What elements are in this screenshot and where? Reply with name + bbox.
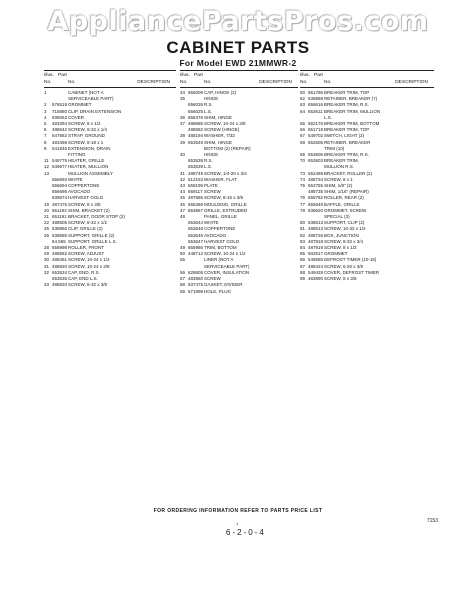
part-number: 655949 bbox=[308, 201, 324, 207]
part-description: FITTING bbox=[68, 152, 86, 158]
part-description: COVER, DEFROST TIMER bbox=[324, 269, 380, 275]
part-description: SUPPORT, CLIP (2) bbox=[324, 220, 365, 226]
header-no: No. bbox=[300, 80, 308, 85]
parts-column-1 bbox=[44, 70, 176, 289]
illus-number: 21 bbox=[44, 214, 50, 220]
part-row bbox=[44, 282, 176, 288]
part-description: SHIM, BRACKET (2) bbox=[68, 207, 110, 213]
part-number: 448712 bbox=[188, 251, 204, 257]
illus-number: 67 bbox=[300, 133, 306, 139]
part-number: 488513 bbox=[308, 226, 324, 232]
document-code: 7153 bbox=[426, 518, 438, 524]
part-number: 483394 bbox=[52, 121, 68, 127]
part-number: 652499 bbox=[308, 170, 324, 176]
part-number: 656693 bbox=[52, 176, 68, 182]
part-description: STRAP, GROUND bbox=[68, 133, 105, 139]
illus-number: 7 bbox=[44, 133, 47, 139]
part-number: 538865 bbox=[52, 226, 68, 232]
part-description: GROMMET bbox=[324, 251, 348, 257]
part-description: BREAKER TRIM, TOP bbox=[324, 90, 370, 95]
illus-number: 37 bbox=[180, 121, 186, 127]
illus-number: 62 bbox=[300, 96, 306, 102]
part-description: CAP, HINGE (2) bbox=[204, 90, 237, 95]
illus-number: 22 bbox=[44, 220, 50, 226]
part-row bbox=[180, 289, 298, 295]
part-description: SCREW, 8 x 1 bbox=[324, 176, 353, 182]
illus-number: 78 bbox=[300, 207, 306, 213]
header-part: Part bbox=[58, 73, 67, 78]
illus-number: 49 bbox=[180, 245, 186, 251]
illus-number: 66 bbox=[300, 127, 306, 133]
part-description: SCREW, 8-15 x 3/8 bbox=[204, 195, 244, 201]
header-description: DESCRIPTION bbox=[259, 80, 292, 85]
part-description: PANEL, GRILLE bbox=[204, 214, 237, 220]
illus-number: 29 bbox=[44, 251, 50, 257]
part-description: COVER, INSULATION bbox=[204, 269, 250, 275]
part-number: 512153 bbox=[188, 176, 204, 182]
part-description: EXTENSION, DRAIN bbox=[68, 145, 111, 151]
part-row bbox=[300, 276, 434, 282]
header-no: No. bbox=[44, 80, 52, 85]
part-description: SCREW, 8-32 x 1/2 bbox=[68, 220, 108, 226]
part-description: WASHER, FLAT bbox=[204, 176, 237, 182]
part-description: HEATER, GRILLE bbox=[68, 158, 105, 164]
part-number: 656376 bbox=[188, 114, 204, 120]
illus-number: 88 bbox=[300, 269, 306, 275]
illus-number: 81 bbox=[300, 226, 306, 232]
illus-number: 33 bbox=[44, 282, 50, 288]
illus-number: 12 bbox=[44, 164, 50, 170]
part-description: WHITE bbox=[68, 176, 83, 182]
part-description: SCREW (HINGE) bbox=[204, 127, 240, 133]
header-illus: Illus. bbox=[44, 73, 54, 78]
illus-number: 86 bbox=[300, 257, 306, 263]
illus-number: 25 bbox=[44, 226, 50, 232]
page-title: CABINET PARTS bbox=[166, 38, 310, 57]
illus-number: 55 bbox=[180, 257, 186, 263]
part-description: HARVEST GOLD bbox=[204, 238, 240, 244]
header-illus: Illus. bbox=[180, 73, 190, 78]
part-description: HOLE, PLUG bbox=[204, 288, 232, 294]
part-description: R.S. bbox=[204, 102, 213, 108]
part-number: 549775 bbox=[52, 158, 68, 164]
illus-number: 45 bbox=[180, 195, 186, 201]
part-number: 653539 bbox=[188, 164, 204, 170]
part-number: 488749 bbox=[188, 170, 204, 176]
part-number: 488194 bbox=[188, 133, 204, 139]
part-number: 628605 bbox=[188, 269, 204, 275]
parts-column-3 bbox=[300, 70, 434, 282]
part-number: 653538 bbox=[188, 158, 204, 164]
part-number: 498820 bbox=[52, 282, 68, 288]
illus-number: 57 bbox=[180, 276, 186, 282]
parts-list bbox=[180, 90, 298, 295]
illus-number: 47 bbox=[180, 207, 186, 213]
part-number: 639858 bbox=[308, 96, 324, 102]
part-description: SCREW bbox=[204, 189, 221, 195]
part-description: SERVICEABLE PART) bbox=[68, 96, 114, 102]
illus-number: 5 bbox=[44, 121, 47, 127]
part-number: 651191 bbox=[52, 214, 67, 220]
part-number: 502617 bbox=[308, 251, 324, 257]
parts-list bbox=[300, 90, 434, 282]
part-number: 488726 bbox=[308, 232, 324, 238]
part-description: WASHER, 7/32 bbox=[204, 133, 235, 139]
part-description: SCREW, 6-32 x 3/8 bbox=[68, 282, 108, 288]
part-number: 839063 bbox=[52, 114, 68, 120]
part-number: 64,565 bbox=[52, 238, 66, 244]
illus-number: 31 bbox=[44, 263, 50, 269]
part-description: MOULDING, GRILLE bbox=[204, 201, 247, 207]
illus-number: 8 bbox=[44, 139, 47, 145]
part-number: 483890 bbox=[308, 276, 324, 282]
part-number: 653535 bbox=[52, 276, 68, 282]
part-description: PLATE bbox=[204, 183, 218, 189]
part-number: 652176 bbox=[308, 121, 324, 127]
part-description: BREAKER TRIM, R.S. bbox=[324, 102, 369, 108]
illus-number: 32 bbox=[44, 269, 50, 275]
part-number: 483860 bbox=[188, 276, 204, 282]
illus-number: 28 bbox=[44, 245, 50, 251]
page-subtitle: For Model EWD 21MMWR-2 bbox=[179, 58, 297, 68]
part-description: ROLLER, REAR (2) bbox=[324, 195, 364, 201]
part-description: SERVICEABLE PART) bbox=[204, 263, 250, 269]
part-number: 483498 bbox=[52, 139, 68, 145]
illus-number: 2 bbox=[44, 102, 47, 108]
part-description: COPPERTONE bbox=[68, 183, 100, 189]
illus-number: 64 bbox=[300, 108, 306, 114]
part-number: 658998 bbox=[52, 245, 68, 251]
part-number: 549677 bbox=[52, 164, 68, 170]
part-number: 488734 bbox=[308, 176, 324, 182]
part-number: 488582 bbox=[188, 127, 204, 133]
part-description: SUPPORT, GRILLE L.S. bbox=[68, 238, 117, 244]
part-number: 659117 bbox=[188, 189, 203, 195]
part-description: BRACKET, ROLLER (2) bbox=[324, 170, 373, 176]
part-description: ROLLER, FRONT bbox=[68, 245, 105, 251]
part-description: GRILLE, EXTRUDED bbox=[204, 207, 248, 213]
watermark: AppliancePartsPros.com bbox=[47, 6, 429, 37]
part-description: AVOCADO bbox=[204, 232, 227, 238]
part-description: CABINET (NOT A bbox=[68, 90, 104, 95]
part-number: 653647 bbox=[188, 238, 204, 244]
part-number: 539620 bbox=[308, 207, 324, 213]
illus-number: 50 bbox=[180, 251, 186, 257]
header-description: DESCRIPTION bbox=[137, 80, 170, 85]
part-number: 498820 bbox=[52, 263, 68, 269]
part-description: COPPERTONE bbox=[204, 226, 236, 232]
part-number: 537475 bbox=[188, 282, 204, 288]
illus-number: 69 bbox=[300, 152, 306, 158]
illus-number: 11 bbox=[44, 158, 49, 164]
part-description: SCREW, 8-18 x 1 bbox=[68, 139, 104, 145]
part-description: SUPPORT, GRILLE (2) bbox=[68, 232, 115, 238]
part-number: 571998 bbox=[188, 288, 204, 294]
part-description: BREAKER TRIM, bbox=[324, 158, 359, 164]
part-number: 653534 bbox=[52, 269, 68, 275]
part-description: SCREW, 8 x 1/2 bbox=[68, 121, 101, 127]
header-part-no: No. bbox=[68, 80, 76, 85]
part-number: 488424 bbox=[308, 263, 324, 269]
part-number: 655782 bbox=[308, 195, 324, 201]
illus-number: 36 bbox=[180, 114, 186, 120]
part-description: BOX, JUNCTION bbox=[324, 232, 359, 238]
header-part: Part bbox=[314, 73, 323, 78]
part-number: 488451 bbox=[52, 257, 68, 263]
part-description: SCREW, 10-24 x 3/8 bbox=[204, 121, 246, 127]
illus-number: 80 bbox=[300, 220, 306, 226]
part-description: SCREW, 1/4-20 x 3/4 bbox=[204, 170, 247, 176]
part-description: BREAKER TRIM, R.S. bbox=[324, 152, 369, 158]
part-number: 651719 bbox=[308, 127, 324, 133]
part-number: 653603 bbox=[308, 158, 324, 164]
part-number: 651786 bbox=[308, 90, 324, 95]
part-number: 655986 bbox=[188, 245, 204, 251]
part-number: 487686 bbox=[188, 195, 204, 201]
illus-number: 43 bbox=[180, 183, 186, 189]
part-number: 541845 bbox=[52, 145, 68, 151]
column-header bbox=[44, 70, 176, 88]
part-number: 576519 bbox=[52, 102, 68, 108]
part-description: SWITCH, LIGHT (2) bbox=[324, 133, 365, 139]
illus-number: 42 bbox=[180, 176, 186, 182]
part-description: COVER bbox=[68, 114, 85, 120]
illus-number: 59 bbox=[180, 288, 186, 294]
illus-number: 60 bbox=[300, 90, 306, 95]
part-description: SCREW, ADJUST bbox=[68, 251, 105, 257]
part-description: R.S. bbox=[204, 158, 213, 164]
part-description: GROMMET bbox=[68, 102, 92, 108]
illus-number: 76 bbox=[300, 195, 306, 201]
part-number: 656616 bbox=[308, 102, 324, 108]
part-number: 655366 bbox=[188, 201, 204, 207]
part-number: 653644 bbox=[188, 220, 204, 226]
illus-number: 56 bbox=[180, 269, 186, 275]
part-description: HEATER, MULLION bbox=[68, 164, 109, 170]
part-description: BREAKER TRIM, TOP bbox=[324, 127, 370, 133]
part-description: DEFROST TIMER (10-15) bbox=[324, 257, 377, 263]
illus-number: 48 bbox=[180, 214, 186, 220]
parts-list bbox=[44, 90, 176, 289]
part-description: L.S. bbox=[204, 164, 213, 170]
illus-number: 41 bbox=[180, 170, 186, 176]
part-number: 839674 bbox=[52, 195, 68, 201]
part-number: 652605 bbox=[308, 139, 324, 145]
part-description: L.S. bbox=[204, 108, 213, 114]
part-description: HARVEST GOLD bbox=[68, 195, 104, 201]
illus-number: 13 bbox=[44, 170, 50, 176]
part-description: SCREW, 8-32 x 1/4 bbox=[68, 127, 108, 133]
part-description: SCREW, 10-24 x 1/2 bbox=[204, 251, 246, 257]
header-no: No. bbox=[180, 80, 188, 85]
part-description: TRIM (10) bbox=[324, 145, 345, 151]
part-description: MULLION ASSEMBLY bbox=[68, 170, 113, 176]
part-description: GROMMET, SCREW bbox=[324, 207, 367, 213]
part-number: 653648 bbox=[188, 226, 204, 232]
part-number: 658195 bbox=[188, 183, 204, 189]
part-description: SCREW bbox=[204, 276, 221, 282]
part-description: SCREW, 8 x 3/8 bbox=[324, 276, 357, 282]
part-number: 656025 bbox=[188, 108, 204, 114]
illus-number: 82 bbox=[300, 232, 306, 238]
part-description: SHIM, 1/8" (2) bbox=[324, 183, 353, 189]
part-description: LINER (NOT A bbox=[204, 257, 234, 263]
illus-number: 26 bbox=[44, 232, 50, 238]
part-number: 656694 bbox=[52, 183, 68, 189]
part-description: BAFFLE, GRILLE bbox=[324, 201, 360, 207]
illus-number: 58 bbox=[180, 282, 186, 288]
illus-number: 4 bbox=[44, 114, 47, 120]
part-number: 653646 bbox=[188, 232, 204, 238]
header-illus: Illus. bbox=[300, 73, 310, 78]
part-description: HINGE bbox=[204, 96, 219, 102]
part-description: SCREW, 8 x 3/8 bbox=[68, 201, 101, 207]
illus-number: 6 bbox=[44, 127, 47, 133]
illus-number: 83 bbox=[300, 238, 306, 244]
header-part-no: No. bbox=[204, 80, 212, 85]
illus-number: 85 bbox=[300, 251, 306, 257]
column-header bbox=[300, 70, 434, 88]
illus-number: 40 bbox=[180, 152, 186, 158]
part-number: 656695 bbox=[52, 189, 68, 195]
part-description: L.S. bbox=[324, 114, 333, 120]
part-description: SCREW, 6-20 x 3/8 bbox=[324, 263, 364, 269]
part-description: CLIP, DRAIN EXTENSION bbox=[68, 108, 122, 114]
part-number: 488652 bbox=[52, 251, 68, 257]
part-number: 656009 bbox=[188, 90, 204, 95]
part-number: 538513 bbox=[308, 220, 324, 226]
illus-number: 87 bbox=[300, 263, 306, 269]
part-description: BOTTOM (2) (REPAIR) bbox=[204, 145, 251, 151]
part-description: GASKET, DIVIDER bbox=[204, 282, 243, 288]
part-number: 549585 bbox=[308, 257, 324, 263]
part-description: SCREW, 8-32 x 3/4 bbox=[324, 238, 364, 244]
illus-number: 1 bbox=[44, 90, 47, 95]
illus-number: 9 bbox=[44, 145, 47, 151]
illus-number: 68 bbox=[300, 139, 306, 145]
illus-number: 30 bbox=[44, 257, 50, 263]
illus-number: 44 bbox=[180, 189, 186, 195]
part-description: RETAINER, BREAKER bbox=[324, 139, 371, 145]
part-description: CAP, END L.S. bbox=[68, 276, 98, 282]
ordering-note: FOR ORDERING INFORMATION REFER TO PARTS PRICE LIST bbox=[153, 508, 323, 514]
part-description: SCREW, 8 x 1/2 bbox=[324, 245, 357, 251]
header-description: DESCRIPTION bbox=[395, 80, 428, 85]
part-number: 538585 bbox=[52, 232, 68, 238]
illus-number: 39 bbox=[180, 139, 186, 145]
part-description: HINGE bbox=[204, 152, 219, 158]
part-number: 653606 bbox=[308, 152, 324, 158]
part-number: 651193 bbox=[52, 207, 67, 213]
part-description: RETAINER, BREAKER (7) bbox=[324, 96, 378, 102]
part-description: BREAKER TRIM, MULLION bbox=[324, 108, 381, 114]
part-number: 488642 bbox=[52, 127, 68, 133]
part-number: 487918 bbox=[308, 238, 324, 244]
part-number: 653549 bbox=[188, 139, 204, 145]
illus-number: 75 bbox=[300, 183, 306, 189]
part-description: SHIM, HINGE bbox=[204, 139, 233, 145]
illus-number: 89 bbox=[300, 276, 306, 282]
illus-number: 63 bbox=[300, 102, 306, 108]
illus-number: 84 bbox=[300, 245, 306, 251]
illus-number: 3 bbox=[44, 108, 47, 114]
part-number: 653611 bbox=[308, 108, 323, 114]
part-number: 656026 bbox=[188, 102, 204, 108]
part-number: 549428 bbox=[308, 269, 324, 275]
part-description: SCREW, 10-24 x 1/2 bbox=[68, 257, 110, 263]
date-code: 6-2-0-4 bbox=[226, 528, 266, 537]
page-number: 1 bbox=[236, 521, 239, 526]
part-number: 653867 bbox=[188, 207, 204, 213]
column-header bbox=[180, 70, 298, 88]
illus-number: 74 bbox=[300, 176, 306, 182]
illus-number: 19 bbox=[44, 201, 50, 207]
part-description: SCREW, 10-32 x 1/2 bbox=[324, 226, 366, 232]
part-description: SHIM, 1/16" (REPAIR) bbox=[324, 189, 369, 195]
part-number: 547662 bbox=[52, 133, 68, 139]
part-number: 488735 bbox=[308, 189, 324, 195]
illus-number: 73 bbox=[300, 170, 306, 176]
header-part: Part bbox=[194, 73, 203, 78]
illus-number: 46 bbox=[180, 201, 186, 207]
part-description: SHIM, HINGE bbox=[204, 114, 233, 120]
part-number: 488685 bbox=[188, 121, 204, 127]
part-description: CAP, END, R.S. bbox=[68, 269, 100, 275]
part-description: WHITE bbox=[204, 220, 219, 226]
part-description: TRIM, BOTTOM bbox=[204, 245, 237, 251]
illus-number: 65 bbox=[300, 121, 306, 127]
parts-column-2 bbox=[180, 70, 298, 295]
part-description: BRACKET, DOOR STOP (2) bbox=[68, 214, 125, 220]
part-description: MULLION R.S. bbox=[324, 164, 355, 170]
part-number: 715880 bbox=[52, 108, 68, 114]
part-number: 549702 bbox=[308, 133, 324, 139]
illus-number: 38 bbox=[180, 133, 186, 139]
part-number: 488505 bbox=[52, 220, 68, 226]
illus-number: 34 bbox=[180, 90, 186, 95]
part-number: 652755 bbox=[308, 183, 324, 189]
part-number: 487919 bbox=[308, 245, 324, 251]
header-part-no: No. bbox=[324, 80, 332, 85]
part-description: SPECIAL (3) bbox=[324, 214, 350, 220]
part-description: BREAKER TRIM, BOTTOM bbox=[324, 121, 380, 127]
part-description: SCREW, 10-24 x 3/8 bbox=[68, 263, 110, 269]
illus-number: 35 bbox=[180, 96, 186, 102]
illus-number: 77 bbox=[300, 201, 306, 207]
part-description: CLIP, GRILLE (2) bbox=[68, 226, 103, 232]
illus-number: 70 bbox=[300, 158, 306, 164]
illus-number: 20 bbox=[44, 207, 50, 213]
part-number: 487475 bbox=[52, 201, 68, 207]
part-description: AVOCADO bbox=[68, 189, 91, 195]
